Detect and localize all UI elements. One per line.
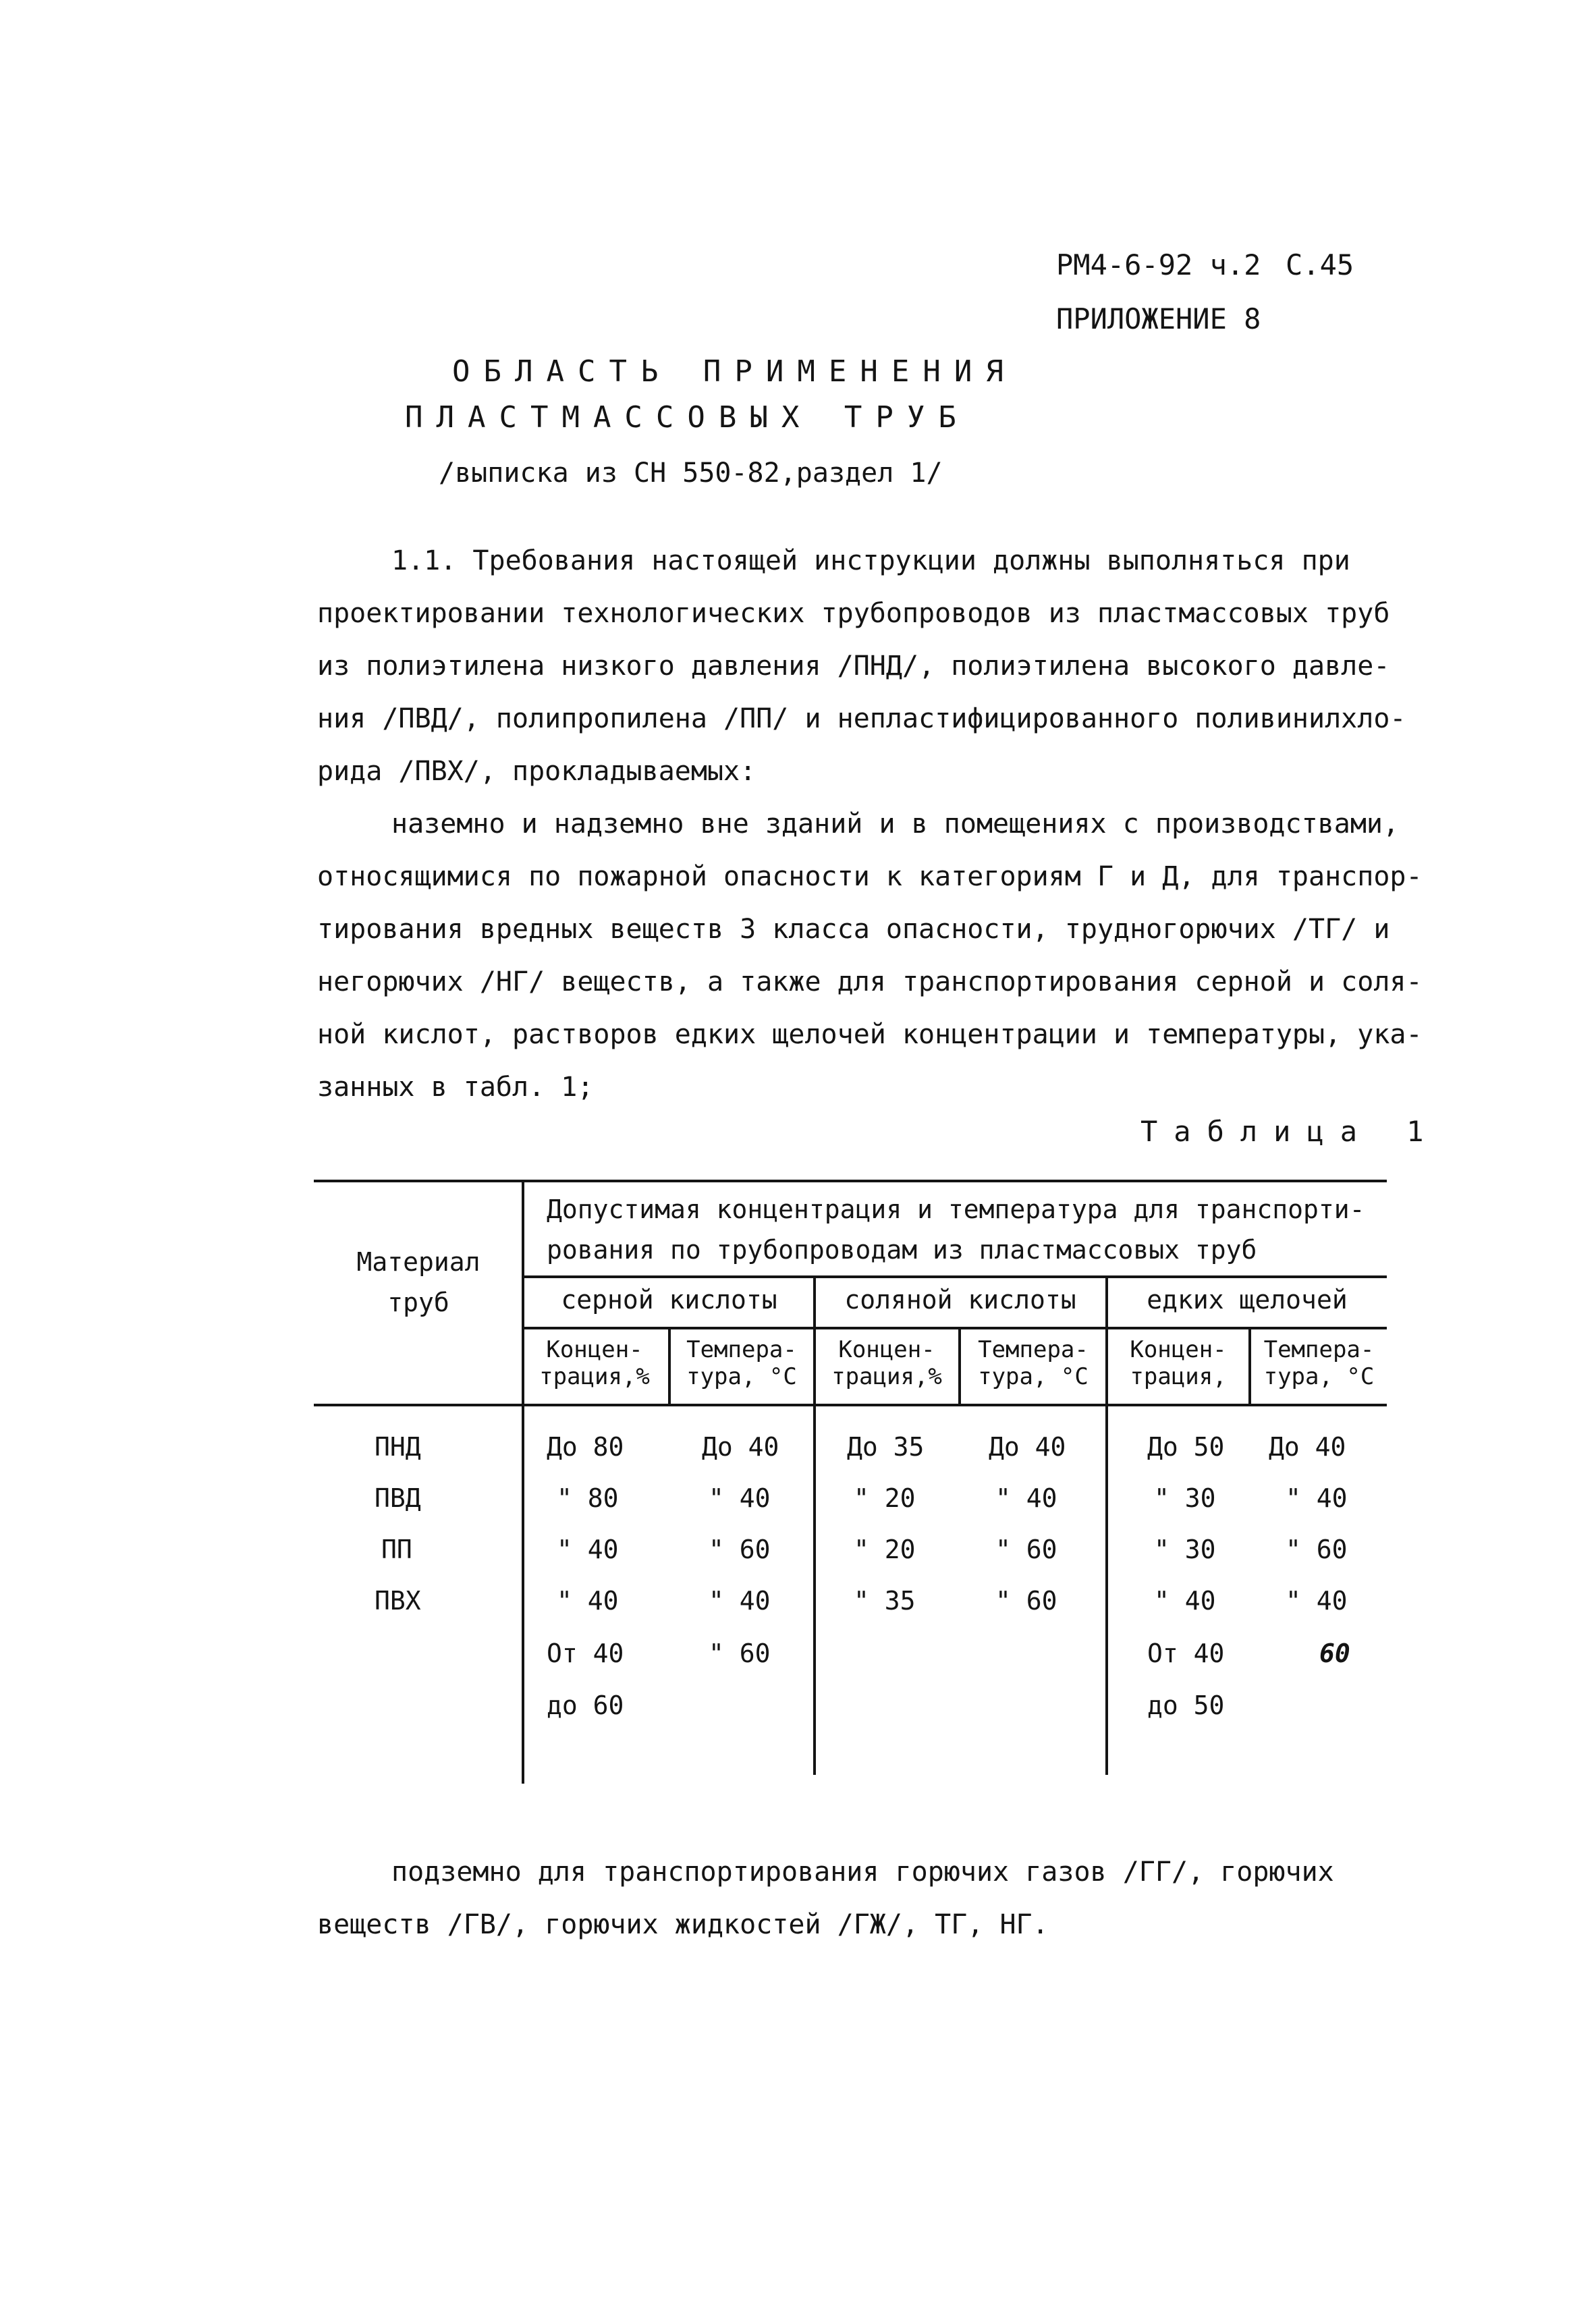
- header-hydrochloric-acid: соляной кислоты: [844, 1285, 1076, 1315]
- paragraph-1: [317, 534, 1406, 798]
- cell-hydrochloric-temp: " 40: [995, 1483, 1057, 1513]
- cell-sulfuric-conc: " 40: [557, 1535, 619, 1564]
- title-line-1: ОБЛАСТЬ ПРИМЕНЕНИЯ: [452, 354, 1017, 389]
- paragraph-2: [317, 798, 1423, 1114]
- header-material: Материал труб: [356, 1247, 480, 1317]
- cell-alkali-conc: До 50: [1147, 1432, 1225, 1462]
- cell-sulfuric-conc: От 40: [547, 1639, 624, 1668]
- paragraph-line: наземно и надземно вне зданий и в помещениях с производствами,: [391, 808, 1400, 840]
- header-concentration-sulfuric: Концен- трация,%: [539, 1336, 650, 1390]
- cell-alkali-temp: " 40: [1286, 1586, 1348, 1616]
- page-number: С.45: [1286, 248, 1354, 281]
- header-group: Допустимая концентрация и температура для транспорти- рования по трубопроводам из пластмассовых труб: [547, 1194, 1365, 1265]
- header-temperature-hydrochloric: Темпера- тура, °С: [978, 1336, 1089, 1390]
- paragraph-line: негорючих /НГ/ веществ, а также для транспортирования серной и соля-: [317, 966, 1423, 997]
- row-label-pvh: ПВХ: [375, 1586, 421, 1616]
- cell-alkali-conc: От 40: [1147, 1639, 1225, 1668]
- appendix-label: ПРИЛОЖЕНИЕ 8: [1056, 302, 1261, 335]
- cell-sulfuric-conc: до 60: [547, 1691, 624, 1720]
- cell-hydrochloric-conc: " 35: [854, 1586, 916, 1616]
- cell-hydrochloric-temp: До 40: [989, 1432, 1066, 1462]
- cell-hydrochloric-conc: До 35: [847, 1432, 925, 1462]
- header-concentration-hydrochloric: Концен- трация,%: [831, 1336, 942, 1390]
- table-vrule-material: [522, 1180, 524, 1784]
- header-temperature-sulfuric: Темпера- тура, °С: [686, 1336, 797, 1390]
- paragraph-line: ной кислот, растворов едких щелочей концентрации и температуры, ука-: [317, 1019, 1423, 1050]
- paragraph-line: ния /ПВД/, полипропилена /ПП/ и непластифицированного поливинилхло-: [317, 703, 1406, 734]
- cell-alkali-temp: До 40: [1269, 1432, 1346, 1462]
- paragraph-3: [317, 1846, 1334, 1951]
- cell-alkali-conc: до 50: [1147, 1691, 1225, 1720]
- cell-alkali-temp: 60: [1319, 1639, 1350, 1668]
- cell-alkali-temp: " 40: [1286, 1483, 1348, 1513]
- paragraph-line: рида /ПВХ/, прокладываемых:: [317, 756, 756, 787]
- cell-hydrochloric-conc: " 20: [854, 1483, 916, 1513]
- cell-alkali-conc: " 30: [1154, 1535, 1216, 1564]
- table-top-rule: [314, 1180, 1387, 1182]
- title-subtitle: /выписка из СН 550-82,раздел 1/: [439, 458, 943, 489]
- cell-alkali-temp: " 60: [1286, 1535, 1348, 1564]
- cell-sulfuric-temp: " 40: [709, 1586, 771, 1616]
- cell-alkali-conc: " 30: [1154, 1483, 1216, 1513]
- document-code: РМ4-6-92 ч.2: [1056, 248, 1261, 281]
- table-header-bottom-rule: [314, 1404, 1387, 1406]
- row-label-pvd: ПВД: [375, 1483, 421, 1513]
- cell-sulfuric-conc: До 80: [547, 1432, 624, 1462]
- header-concentration-alkali: Концен- трация,: [1130, 1336, 1227, 1390]
- title-line-2: ПЛАСТМАССОВЫХ ТРУБ: [405, 400, 970, 435]
- cell-hydrochloric-temp: " 60: [995, 1586, 1057, 1616]
- paragraph-line: из полиэтилена низкого давления /ПНД/, полиэтилена высокого давле-: [317, 651, 1390, 682]
- paragraph-line: занных в табл. 1;: [317, 1072, 594, 1103]
- paragraph-line: относящимися по пожарной опасности к категориям Г и Д, для транспор-: [317, 861, 1423, 892]
- cell-hydrochloric-conc: " 20: [854, 1535, 916, 1564]
- header-temperature-alkali: Темпера- тура, °С: [1263, 1336, 1375, 1390]
- header-caustic-alkali: едких щелочей: [1147, 1285, 1348, 1315]
- paragraph-line: проектировании технологических трубопроводов из пластмассовых труб: [317, 598, 1390, 629]
- cell-alkali-conc: " 40: [1154, 1586, 1216, 1616]
- paragraph-line: веществ /ГВ/, горючих жидкостей /ГЖ/, ТГ, НГ.: [317, 1909, 1049, 1940]
- cell-sulfuric-conc: " 80: [557, 1483, 619, 1513]
- table-caption: Таблица 1: [1140, 1115, 1440, 1148]
- header-sulfuric-acid: серной кислоты: [561, 1285, 777, 1315]
- paragraph-line: тирования вредных веществ 3 класса опасности, трудногорючих /ТГ/ и: [317, 914, 1390, 945]
- paragraph-line: 1.1. Требования настоящей инструкции должны выполняться при: [391, 545, 1350, 576]
- cell-sulfuric-temp: " 40: [709, 1483, 771, 1513]
- paragraph-line: подземно для транспортирования горючих газов /ГГ/, горючих: [391, 1857, 1334, 1888]
- cell-sulfuric-conc: " 40: [557, 1586, 619, 1616]
- cell-hydrochloric-temp: " 60: [995, 1535, 1057, 1564]
- row-label-pnd: ПНД: [375, 1432, 421, 1462]
- table-substance-rule: [523, 1327, 1387, 1329]
- cell-sulfuric-temp: " 60: [709, 1639, 771, 1668]
- row-label-pp: ПП: [381, 1535, 412, 1564]
- table-group-rule: [523, 1275, 1387, 1278]
- cell-sulfuric-temp: " 60: [709, 1535, 771, 1564]
- cell-sulfuric-temp: До 40: [702, 1432, 779, 1462]
